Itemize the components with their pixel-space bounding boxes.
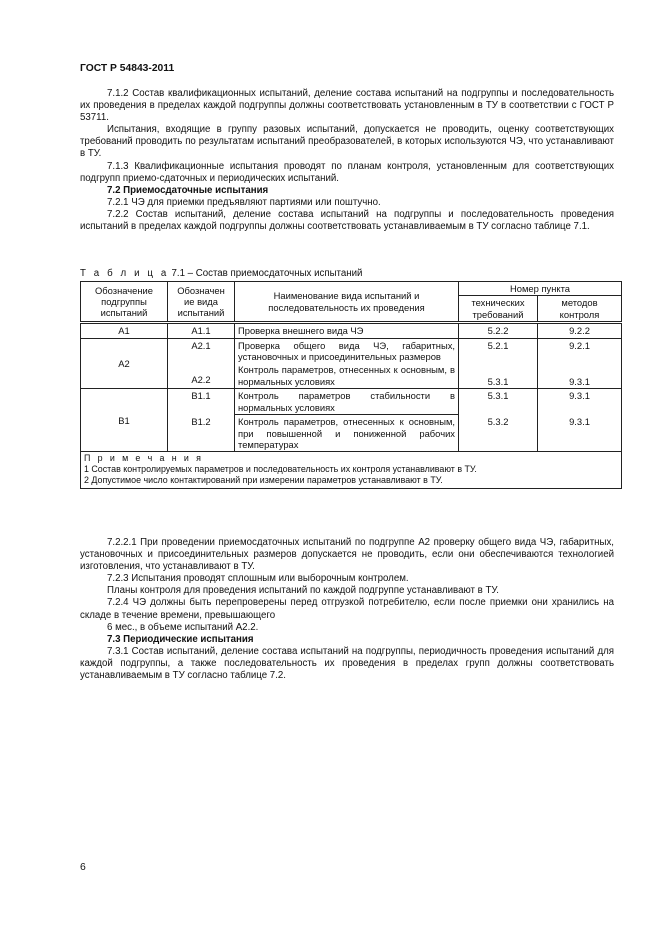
cell-code: В1.1 xyxy=(168,389,235,415)
cell-group: В1 xyxy=(81,389,168,452)
cell-method: 9.2.2 xyxy=(538,323,622,338)
header-tech-requirements: технических требований xyxy=(459,296,538,323)
paragraph-7-2-1: 7.2.1 ЧЭ для приемки предъявляют партиями или поштучно. xyxy=(107,196,381,208)
cell-code: В1.2 xyxy=(168,415,235,452)
paragraph-7-2-4-cont: 6 мес., в объеме испытаний А2.2. xyxy=(107,621,259,633)
cell-tech: 5.3.2 xyxy=(459,415,538,452)
note-item: 2 Допустимое число контактирований при измерении параметров устанавливают в ТУ. xyxy=(84,475,443,486)
note-item: 1 Состав контролируемых параметров и последовательность их контроля устанавливают в ТУ. xyxy=(84,464,477,475)
section-heading-7-3: 7.3 Периодические испытания xyxy=(107,633,254,645)
paragraph-7-3-1: 7.3.1 Состав испытаний, деление состава испытаний на подгруппы, периодичность проведения испытаний для каждой подгруппы, а также последовательность их проведения в пределах групп должны соответствовать устанавливаемым в ТУ согласно таблице 7.2. xyxy=(80,645,614,682)
cell-method-stack xyxy=(538,338,622,389)
paragraph-7-2-3: 7.2.3 Испытания проводят сплошным или выборочным контролем. xyxy=(107,573,409,585)
cell-method: 9.3.1 xyxy=(569,376,590,388)
cell-name: Проверка общего вида ЧЭ, габаритных, установочных и присоединительных размеров xyxy=(238,339,455,363)
table-notes-row xyxy=(81,452,622,489)
header-control-methods: методов контроля xyxy=(538,296,622,323)
cell-tech: 5.3.1 xyxy=(459,389,538,415)
cell-name-stack xyxy=(235,338,459,389)
cell-method: 9.3.1 xyxy=(538,415,622,452)
cell-name: Контроль параметров, отнесенных к основным, при повышенной и пониженной рабочих температурах xyxy=(235,415,459,452)
cell-group: А2 xyxy=(81,338,168,389)
notes-title: П р и м е ч а н и я xyxy=(84,453,204,464)
header-test-name: Наименование вида испытаний и последовательность их проведения xyxy=(235,282,459,323)
cell-method: 9.2.1 xyxy=(569,339,590,351)
cell-tech: 5.3.1 xyxy=(487,376,509,388)
cell-code: А1.1 xyxy=(168,323,235,338)
page-number: 6 xyxy=(80,862,86,873)
paragraph-single-tests: Испытания, входящие в группу разовых испытаний, допускается не проводить, оценку соответствующих требований проводить по результатам испытаний преобразователей, в которых используются ЧЭ, что устанавливают в ТУ. xyxy=(80,124,614,160)
table-caption-label: Т а б л и ц а xyxy=(80,268,169,279)
cell-method: 9.3.1 xyxy=(538,389,622,415)
table-row xyxy=(81,389,622,415)
paragraph-7-2-2: 7.2.2 Состав испытаний, деление состава испытаний на подгруппы и последовательность проведения испытаний в пределах каждой подгруппы должны соответствовать устанавливаемым в ТУ согласно таблице 7.1. xyxy=(80,208,614,233)
cell-code-stack xyxy=(168,338,235,389)
header-clause-number: Номер пункта xyxy=(459,282,622,296)
section-heading-7-2: 7.2 Приемосдаточные испытания xyxy=(107,184,269,196)
cell-code: А2.1 xyxy=(191,339,211,351)
table-notes xyxy=(81,452,622,489)
paragraph-7-1-2: 7.1.2 Состав квалификационных испытаний, деление состава испытаний на подгруппы и последовательность их проведения в пределах каждой подгруппы должны соответствовать установленным в ТУ в соответствии с ГОСТ Р 53711. xyxy=(80,88,614,124)
cell-group: А1 xyxy=(81,323,168,338)
bottom-text-block xyxy=(80,537,614,682)
header-test-code: Обозначен ие вида испытаний xyxy=(168,282,235,323)
cell-tech: 5.2.2 xyxy=(459,323,538,338)
cell-name: Проверка внешнего вида ЧЭ xyxy=(235,323,459,338)
paragraph-7-2-4: 7.2.4 ЧЭ должны быть перепроверены перед отгрузкой потребителю, если после приемки они хранились на складе в течение времени, превышающего xyxy=(80,597,614,621)
paragraph-control-plans: Планы контроля для проведения испытаний по каждой подгруппе устанавливают в ТУ. xyxy=(107,585,499,597)
document-header: ГОСТ Р 54843-2011 xyxy=(80,63,175,74)
paragraph-7-1-3: 7.1.3 Квалификационные испытания проводят по планам контроля, установленным для соответствующих подгрупп приемо-сдаточных и периодических испытаний. xyxy=(80,160,614,184)
top-text-block xyxy=(80,88,614,233)
cell-code: А2.2 xyxy=(191,374,211,386)
cell-name: Контроль параметров стабильности в нормальных условиях xyxy=(235,389,459,415)
cell-name: Контроль параметров, отнесенных к основным, в нормальных условиях xyxy=(238,364,455,387)
table-header-row xyxy=(81,282,622,296)
table-caption-title: 7.1 – Состав приемосдаточных испытаний xyxy=(168,268,363,279)
cell-tech: 5.2.1 xyxy=(487,339,509,351)
table-row xyxy=(81,323,622,338)
tests-table xyxy=(80,281,622,489)
table-row xyxy=(81,338,622,389)
paragraph-7-2-2-1: 7.2.2.1 При проведении приемосдаточных испытаний по подгруппе А2 проверку общего вида ЧЭ, габаритных, установочных и присоединительных размеров допускается не проводить, если они обеспечиваются технологией изготовления, что устанавливают в ТУ. xyxy=(80,537,614,573)
table-caption xyxy=(80,268,362,280)
cell-tech-stack xyxy=(459,338,538,389)
header-subgroup: Обозначение подгруппы испытаний xyxy=(81,282,168,323)
